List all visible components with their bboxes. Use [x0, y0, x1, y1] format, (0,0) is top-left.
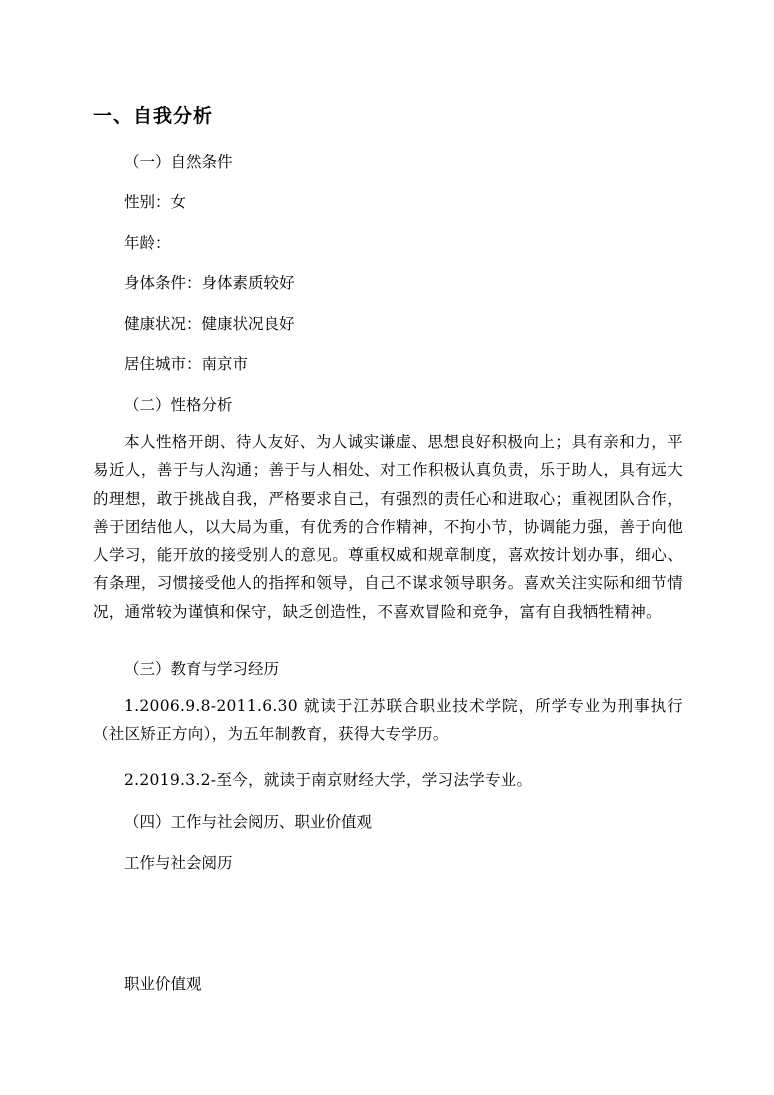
- education-item-1: 1.2006.9.8-2011.6.30 就读于江苏联合职业技术学院，所学专业为刑事执行（社区矫正方向），为五年制教育，获得大专学历。: [93, 697, 683, 744]
- natural-conditions-title: （一）自然条件: [124, 153, 233, 171]
- section-heading: 一、自我分析: [93, 105, 214, 127]
- city-line: 居住城市：南京市: [124, 355, 249, 373]
- gender-line: 性别：女: [124, 193, 187, 211]
- education-item-2: 2.2019.3.2-至今，就读于南京财经大学，学习法学专业。: [124, 771, 533, 789]
- work-experience-label: 工作与社会阅历: [124, 854, 233, 872]
- health-line: 健康状况：健康状况良好: [124, 315, 295, 333]
- physical-condition-line: 身体条件：身体素质较好: [124, 274, 295, 292]
- education-title: （三）教育与学习经历: [124, 660, 280, 678]
- work-values-title: （四）工作与社会阅历、职业价值观: [124, 813, 373, 831]
- career-values-label: 职业价值观: [124, 975, 202, 993]
- personality-paragraph: 本人性格开朗、待人友好、为人诚实谦虚、思想良好积极向上；具有亲和力，平易近人，善于与人沟通；善于与人相处、对工作积极认真负责，乐于助人，具有远大的理想，敢于挑战自我，严格要求自己，有强烈的责任心和进取心；重视团队合作，善于团结他人，以大局为重，有优秀的合作精神，不拘小节，协调能力强，善于向他人学习，能开放的接受别人的意见。尊重权威和规章制度，喜欢按计划办事，细心、有条理，习惯接受他人的指挥和领导，自己不谋求领导职务。喜欢关注实际和细节情况，通常较为谨慎和保守，缺乏创造性，不喜欢冒险和竞争，富有自我牺牲精神。: [93, 433, 683, 621]
- age-line: 年龄：: [124, 234, 171, 252]
- personality-title: （二）性格分析: [124, 396, 233, 414]
